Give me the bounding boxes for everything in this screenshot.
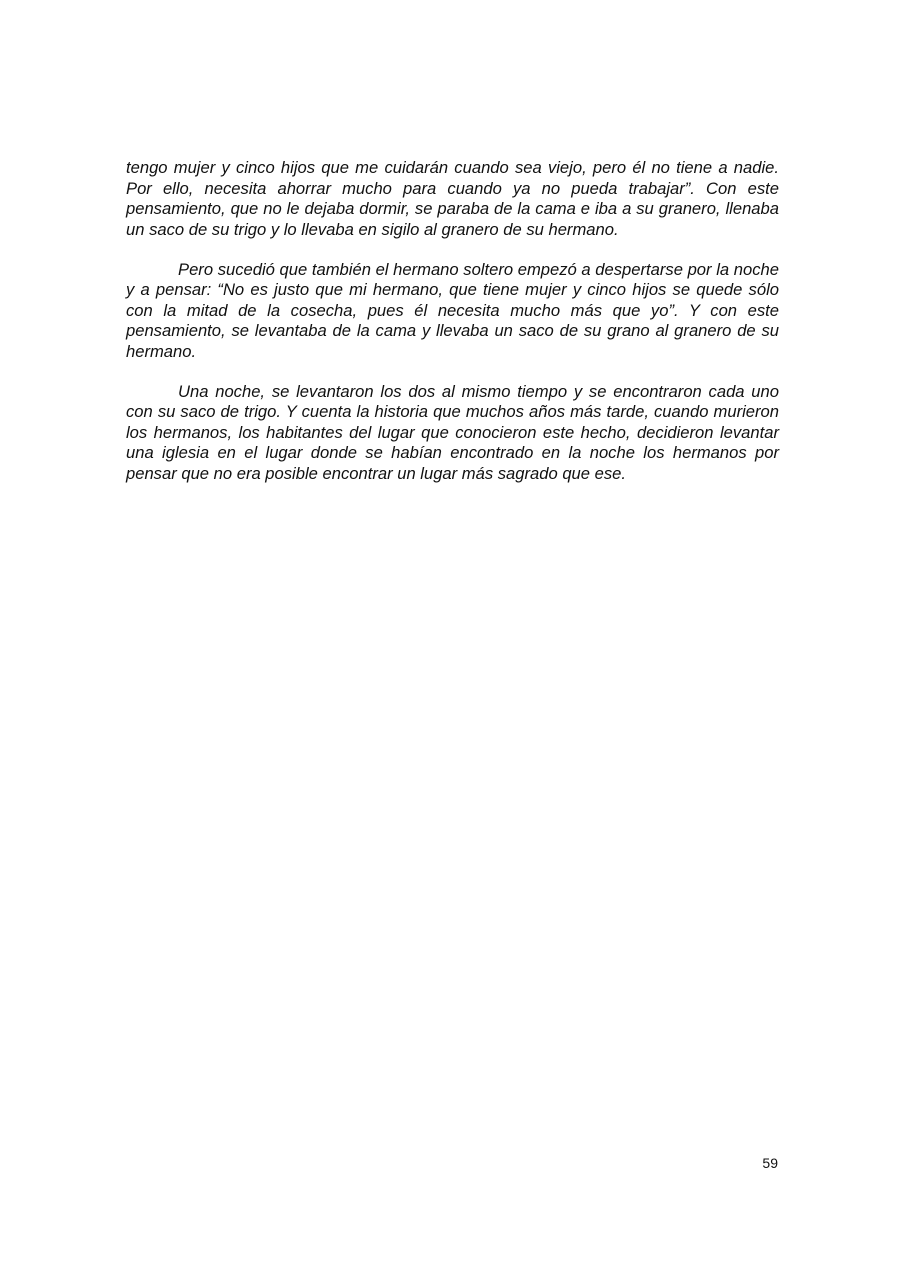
paragraph-2: Pero sucedió que también el hermano soltero empezó a despertarse por la noche y a pensar: “No es justo que mi hermano, que tiene mujer y cinco hijos se quede sólo con la mitad de la cosecha, pues él necesita mucho más que yo”. Y con este pensamiento, se levantaba de la cama y llevaba un saco de su grano al granero de su hermano. [126,259,779,361]
paragraph-1: tengo mujer y cinco hijos que me cuidarán cuando sea viejo, pero él no tiene a nadie. Por ello, necesita ahorrar mucho para cuando ya no pueda trabajar”. Con este pensamiento, que no le dejaba dormir, se paraba de la cama e iba a su granero, llenaba un saco de su trigo y lo llevaba en sigilo al granero de su hermano. [126,158,779,239]
paragraph-3: Una noche, se levantaron los dos al mismo tiempo y se encontraron cada uno con su saco de trigo. Y cuenta la historia que muchos años más tarde, cuando murieron los hermanos, los habitantes del lugar que conocieron este hecho, decidieron levantar una iglesia en el lugar donde se habían encontrado en la noche los hermanos por pensar que no era posible encontrar un lugar más sagrado que ese. [126,381,779,483]
body-text [126,158,779,504]
page-number: 59 [762,1155,778,1171]
